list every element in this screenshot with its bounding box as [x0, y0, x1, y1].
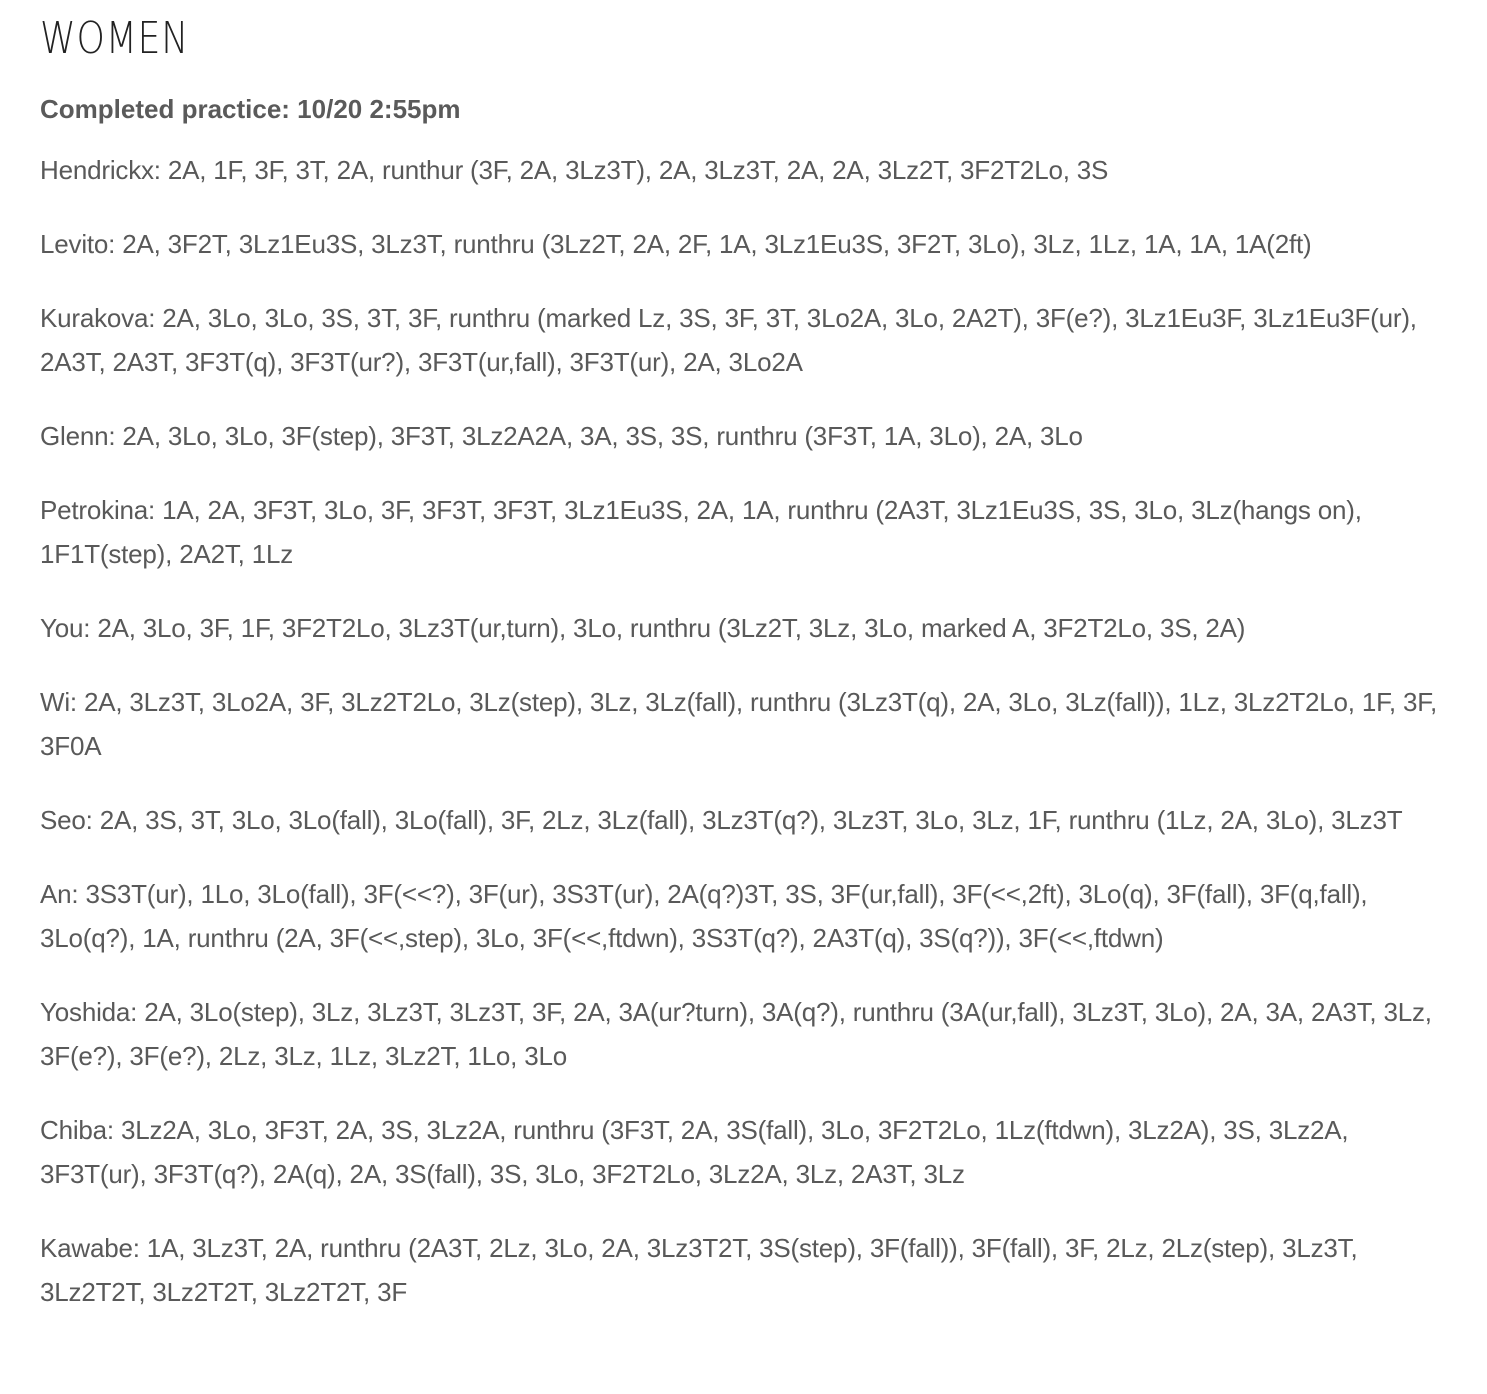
skater-entry-chiba: Chiba: 3Lz2A, 3Lo, 3F3T, 2A, 3S, 3Lz2A, runthru (3F3T, 2A, 3S(fall), 3Lo, 3F2T2Lo, 1Lz(ftdwn), 3Lz2A), 3S, 3Lz2A, 3F3T(ur), 3F3T(q?), 2A(q), 2A, 3S(fall), 3S, 3Lo, 3F2T2Lo, 3Lz2A, 3Lz, 2A3T, 3Lz — [40, 1115, 1349, 1189]
skater-entry-glenn: Glenn: 2A, 3Lo, 3Lo, 3F(step), 3F3T, 3Lz2A2A, 3A, 3S, 3S, runthru (3F3T, 1A, 3Lo), 2A, 3Lo — [40, 421, 1083, 451]
skater-entry-petrokina: Petrokina: 1A, 2A, 3F3T, 3Lo, 3F, 3F3T, 3F3T, 3Lz1Eu3S, 2A, 1A, runthru (2A3T, 3Lz1Eu3S, 3S, 3Lo, 3Lz(hangs on), 1F1T(step), 2A2T, 1Lz — [40, 495, 1362, 569]
completed-practice-timestamp: Completed practice: 10/20 2:55pm — [40, 94, 461, 124]
skater-entry-levito: Levito: 2A, 3F2T, 3Lz1Eu3S, 3Lz3T, runthru (3Lz2T, 2A, 2F, 1A, 3Lz1Eu3S, 3F2T, 3Lo), 3Lz, 1Lz, 1A, 1A, 1A(2ft) — [40, 229, 1312, 259]
skater-entries-list — [40, 148, 1447, 1314]
page-title: WOMEN — [40, 13, 190, 64]
skater-entry-you: You: 2A, 3Lo, 3F, 1F, 3F2T2Lo, 3Lz3T(ur,turn), 3Lo, runthru (3Lz2T, 3Lz, 3Lo, marked A, 3F2T2Lo, 3S, 2A) — [40, 613, 1246, 643]
skater-entry-kurakova: Kurakova: 2A, 3Lo, 3Lo, 3S, 3T, 3F, runthru (marked Lz, 3S, 3F, 3T, 3Lo2A, 3Lo, 2A2T), 3F(e?), 3Lz1Eu3F, 3Lz1Eu3F(ur), 2A3T, 2A3T, 3F3T(q), 3F3T(ur?), 3F3T(ur,fall), 3F3T(ur), 2A, 3Lo2A — [40, 303, 1417, 377]
skater-entry-kawabe: Kawabe: 1A, 3Lz3T, 2A, runthru (2A3T, 2Lz, 3Lo, 2A, 3Lz3T2T, 3S(step), 3F(fall)), 3F(fall), 3F, 2Lz, 2Lz(step), 3Lz3T, 3Lz2T2T, 3Lz2T2T, 3Lz2T2T, 3F — [40, 1233, 1358, 1307]
skater-entry-an: An: 3S3T(ur), 1Lo, 3Lo(fall), 3F(<<?), 3F(ur), 3S3T(ur), 2A(q?)3T, 3S, 3F(ur,fall), 3F(<<,2ft), 3Lo(q), 3F(fall), 3F(q,fall), 3Lo(q?), 1A, runthru (2A, 3F(<<,step), 3Lo, 3F(<<,ftdwn), 3S3T(q?), 2A3T(q), 3S(q?)), 3F(<<,ftdwn) — [40, 879, 1368, 953]
skater-entry-seo: Seo: 2A, 3S, 3T, 3Lo, 3Lo(fall), 3Lo(fall), 3F, 2Lz, 3Lz(fall), 3Lz3T(q?), 3Lz3T, 3Lo, 3Lz, 1F, runthru (1Lz, 2A, 3Lo), 3Lz3T — [40, 805, 1403, 835]
skater-entry-wi: Wi: 2A, 3Lz3T, 3Lo2A, 3F, 3Lz2T2Lo, 3Lz(step), 3Lz, 3Lz(fall), runthru (3Lz3T(q), 2A, 3Lo, 3Lz(fall)), 1Lz, 3Lz2T2Lo, 1F, 3F, 3F0A — [40, 687, 1438, 761]
skater-entry-yoshida: Yoshida: 2A, 3Lo(step), 3Lz, 3Lz3T, 3Lz3T, 3F, 2A, 3A(ur?turn), 3A(q?), runthru (3A(ur,fall), 3Lz3T, 3Lo), 2A, 3A, 2A3T, 3Lz, 3F(e?), 3F(e?), 2Lz, 3Lz, 1Lz, 3Lz2T, 1Lo, 3Lo — [40, 997, 1432, 1071]
skater-entry-hendrickx: Hendrickx: 2A, 1F, 3F, 3T, 2A, runthur (3F, 2A, 3Lz3T), 2A, 3Lz3T, 2A, 2A, 3Lz2T, 3F2T2Lo, 3S — [40, 155, 1109, 185]
